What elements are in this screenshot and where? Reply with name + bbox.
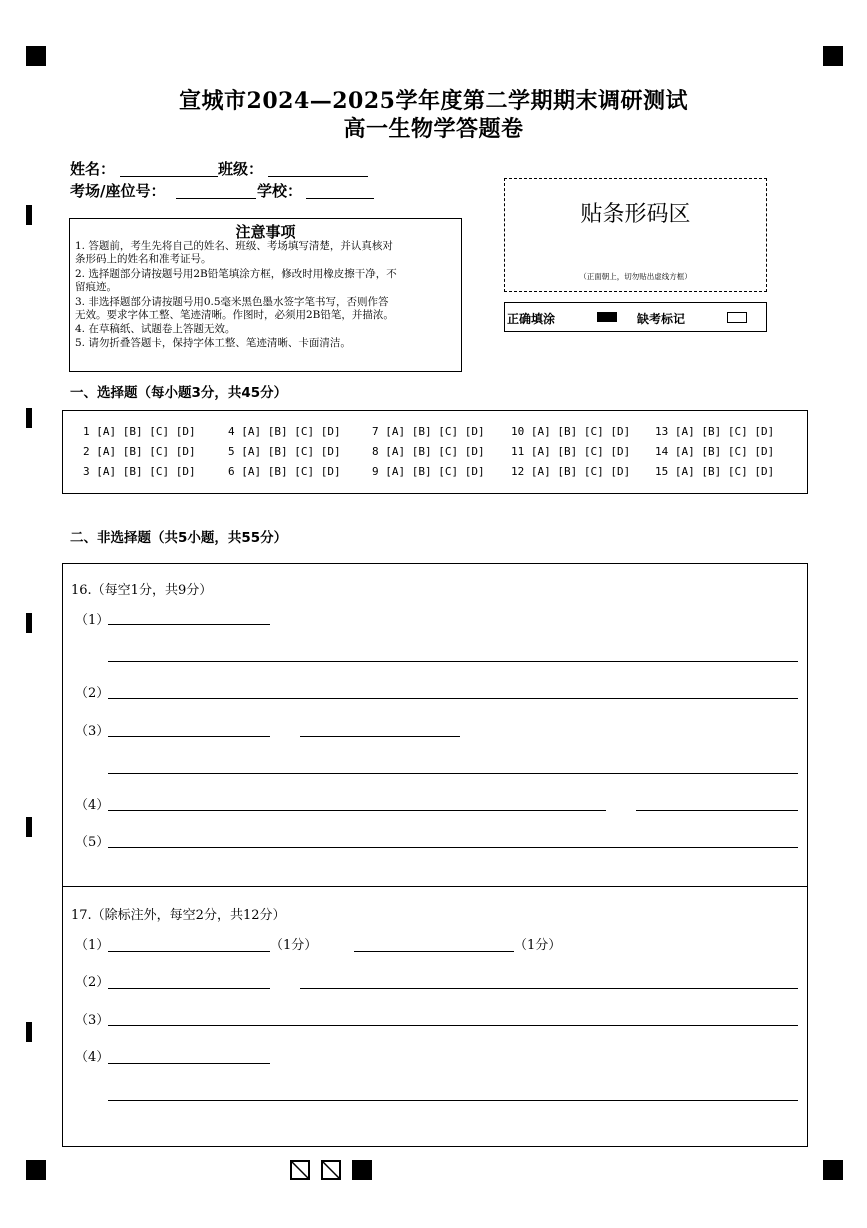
q17-title: 17.（除标注外，每空2分，共12分） — [71, 908, 286, 923]
mc-row[interactable]: 4 [A] [B] [C] [D] — [228, 425, 341, 438]
notice-line: 2. 选择题部分请按题号用2B铅笔填涂方框，修改时用橡皮擦干净，不 — [75, 268, 397, 280]
mc-row[interactable]: 5 [A] [B] [C] [D] — [228, 445, 341, 458]
corner-mark-top-left — [26, 46, 46, 66]
mc-row[interactable]: 1 [A] [B] [C] [D] — [83, 425, 196, 438]
q17-part4-label: （4） — [75, 1050, 110, 1065]
q16-part3-blank[interactable] — [300, 736, 460, 737]
corner-mark-top-right — [823, 46, 843, 66]
correct-fill-label: 正确填涂 — [507, 312, 556, 326]
seat-field[interactable] — [176, 198, 256, 199]
mc-answer-box — [62, 410, 808, 494]
mc-row[interactable]: 14 [A] [B] [C] [D] — [655, 445, 775, 458]
notice-line: 3. 非选择题部分请按题号用0.5毫米黑色墨水签字笔书写，否则作答 — [75, 296, 389, 308]
section1-heading: 一、选择题（每小题3分，共45分） — [70, 385, 288, 401]
q17-part1-blank[interactable] — [354, 951, 514, 952]
notice-line: 条形码上的姓名和准考证号。 — [75, 253, 212, 265]
absent-mark-label: 缺考标记 — [637, 312, 686, 326]
q16-part3-blank[interactable] — [108, 773, 798, 774]
notice-line: 无效。要求字体工整、笔迹清晰。作图时，必须用2B铅笔，并描浓。 — [75, 309, 394, 321]
q16-part1-label: （1） — [75, 613, 110, 628]
side-mark — [26, 817, 32, 837]
side-mark — [26, 205, 32, 225]
mc-row[interactable]: 7 [A] [B] [C] [D] — [372, 425, 485, 438]
mc-row[interactable]: 12 [A] [B] [C] [D] — [511, 465, 631, 478]
q16-part5-blank[interactable] — [108, 847, 798, 848]
page-code-filled — [352, 1160, 372, 1180]
q16-part2-label: （2） — [75, 686, 110, 701]
notice-line: 1. 答题前，考生先将自己的姓名、班级、考场填写清楚，并认真核对 — [75, 240, 393, 252]
q17-part2-blank[interactable] — [300, 988, 798, 989]
notice-line: 5. 请勿折叠答题卡，保持字体工整、笔迹清晰、卡面清洁。 — [75, 337, 351, 349]
name-field[interactable] — [120, 176, 218, 177]
seat-label: 考场/座位号： — [70, 182, 166, 200]
q17-part1-blank[interactable] — [108, 951, 270, 952]
q16-part2-blank[interactable] — [108, 698, 798, 699]
q16-part1-blank[interactable] — [108, 624, 270, 625]
mc-row[interactable]: 15 [A] [B] [C] [D] — [655, 465, 775, 478]
q16-part5-label: （5） — [75, 835, 110, 850]
q17-part2-label: （2） — [75, 975, 110, 990]
q17-part1-label: （1） — [75, 938, 110, 953]
notice-line: 留痕迹。 — [75, 281, 117, 293]
q16-part4-label: （4） — [75, 798, 110, 813]
q16-part3-blank[interactable] — [108, 736, 270, 737]
side-mark — [26, 613, 32, 633]
mc-row[interactable]: 11 [A] [B] [C] [D] — [511, 445, 631, 458]
q16-part3-label: （3） — [75, 724, 110, 739]
notice-line: 4. 在草稿纸、试题卷上答题无效。 — [75, 323, 236, 335]
mc-row[interactable]: 10 [A] [B] [C] [D] — [511, 425, 631, 438]
page-code-box — [290, 1160, 310, 1180]
q17-part1-points: （1分） — [514, 938, 562, 953]
mc-row[interactable]: 6 [A] [B] [C] [D] — [228, 465, 341, 478]
school-label: 学校： — [257, 182, 303, 200]
class-field[interactable] — [268, 176, 368, 177]
school-field[interactable] — [306, 198, 374, 199]
mc-row[interactable]: 9 [A] [B] [C] [D] — [372, 465, 485, 478]
q17-part4-blank[interactable] — [108, 1100, 798, 1101]
barcode-area — [504, 178, 767, 292]
q17-part3-label: （3） — [75, 1013, 110, 1028]
q17-part2-blank[interactable] — [108, 988, 270, 989]
side-mark — [26, 1022, 32, 1042]
corner-mark-bottom-left — [26, 1160, 46, 1180]
mc-row[interactable]: 2 [A] [B] [C] [D] — [83, 445, 196, 458]
notice-title: 注意事项 — [235, 223, 296, 241]
absent-mark-checkbox[interactable] — [727, 312, 747, 323]
barcode-hint: （正面朝上，切勿贴出虚线方框） — [579, 272, 692, 281]
mc-row[interactable]: 13 [A] [B] [C] [D] — [655, 425, 775, 438]
section2-heading: 二、非选择题（共5小题，共55分） — [70, 530, 288, 546]
page-title: 宣城市2024—2025学年度第二学期期末调研测试 — [179, 88, 688, 114]
barcode-label: 贴条形码区 — [580, 202, 691, 227]
q17-part4-blank[interactable] — [108, 1063, 270, 1064]
question-17-box — [62, 886, 808, 1147]
corner-mark-bottom-right — [823, 1160, 843, 1180]
page-subtitle: 高一生物学答题卷 — [343, 116, 524, 142]
correct-fill-sample — [597, 312, 617, 322]
side-mark — [26, 408, 32, 428]
class-label: 班级： — [218, 160, 264, 178]
q16-part4-blank[interactable] — [108, 810, 606, 811]
notice-box — [69, 218, 462, 372]
q16-title: 16.（每空1分，共9分） — [71, 583, 213, 598]
q17-part1-points: （1分） — [270, 938, 318, 953]
fill-legend — [504, 302, 767, 332]
question-16-box — [62, 563, 808, 887]
q16-part4-blank[interactable] — [636, 810, 798, 811]
mc-row[interactable]: 8 [A] [B] [C] [D] — [372, 445, 485, 458]
mc-row[interactable]: 3 [A] [B] [C] [D] — [83, 465, 196, 478]
name-label: 姓名： — [70, 160, 116, 178]
page-code-box — [321, 1160, 341, 1180]
q17-part3-blank[interactable] — [108, 1025, 798, 1026]
q16-part1-blank[interactable] — [108, 661, 798, 662]
